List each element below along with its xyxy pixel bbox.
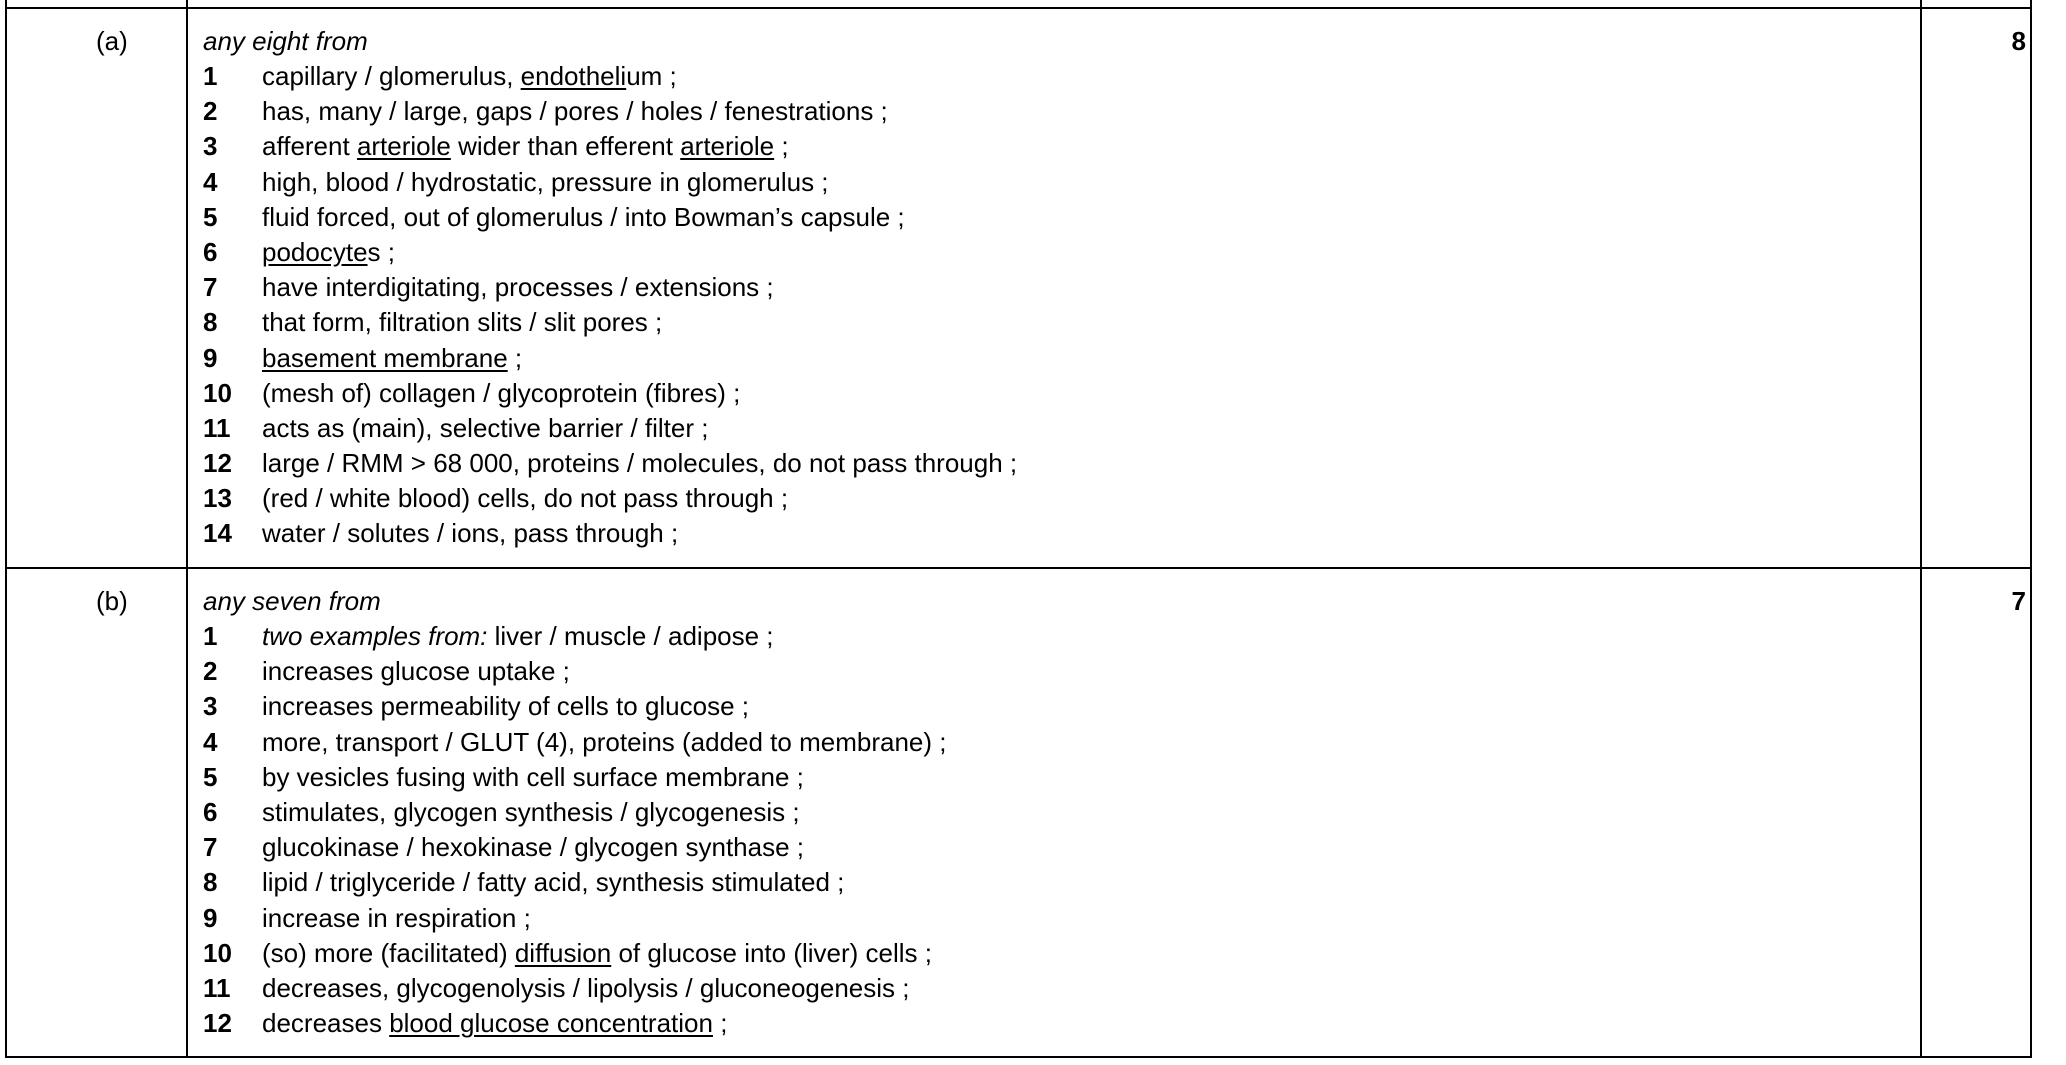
- text-segment: large / RMM > 68 000, proteins / molecules, do not pass through ;: [262, 448, 1018, 479]
- marking-point: [203, 619, 1903, 654]
- point-number: 6: [203, 236, 218, 267]
- marking-point: [203, 516, 1903, 551]
- point-number: 6: [203, 796, 218, 827]
- marking-point: [203, 411, 1903, 446]
- text-segment: um ;: [626, 61, 677, 91]
- text-segment: lipid / triglyceride / fatty acid, synthesis stimulated ;: [262, 867, 845, 898]
- point-text: [262, 760, 804, 795]
- column-divider-marks: [1920, 0, 1922, 1058]
- marks-value: 7: [2011, 586, 2026, 616]
- point-text: [262, 516, 678, 551]
- point-text: [262, 59, 677, 94]
- point-number: 4: [203, 726, 218, 757]
- point-text: [262, 200, 905, 235]
- text-segment: ;: [774, 131, 789, 162]
- point-text: [262, 936, 932, 971]
- part-label: (b): [96, 586, 128, 616]
- marking-point: [203, 654, 1903, 689]
- point-text: [262, 305, 662, 340]
- text-segment: capillary / glomerulus,: [262, 61, 521, 91]
- point-number: 8: [203, 307, 218, 338]
- text-segment: acts as (main), selective barrier / filter ;: [262, 412, 709, 443]
- text-segment: decreases, glycogenolysis / lipolysis / gluconeogenesis ;: [262, 972, 910, 1003]
- underlined-key-term: podocyte: [262, 236, 368, 267]
- marking-point: [203, 725, 1903, 760]
- underlined-key-term: diffusion: [514, 937, 612, 968]
- marking-point: [203, 689, 1903, 724]
- table-border-top: [5, 7, 2032, 9]
- point-number: 3: [203, 691, 218, 722]
- underlined-key-term: basement membrane: [262, 342, 508, 373]
- point-number: 1: [203, 621, 218, 651]
- text-segment: high, blood / hydrostatic, pressure in glomerulus ;: [262, 166, 829, 197]
- point-number: 11: [203, 972, 231, 1003]
- point-number: 9: [203, 342, 218, 373]
- point-number: 2: [203, 656, 218, 687]
- point-number: 7: [203, 272, 218, 303]
- point-number: 10: [203, 937, 232, 968]
- point-text: [262, 376, 740, 411]
- point-number: 5: [203, 761, 218, 792]
- text-segment: increase in respiration ;: [262, 902, 531, 933]
- point-text: [262, 481, 788, 516]
- point-text: [262, 235, 395, 270]
- text-segment: by vesicles fusing with cell surface membrane ;: [262, 761, 804, 792]
- point-text: [262, 689, 749, 724]
- point-text: [262, 341, 522, 376]
- point-text: [262, 795, 800, 830]
- marking-point: [203, 1006, 1903, 1041]
- point-text: [262, 94, 888, 129]
- marking-point: [203, 481, 1903, 516]
- marking-point: [203, 235, 1903, 270]
- marking-point: [203, 936, 1903, 971]
- marking-point: [203, 376, 1903, 411]
- text-segment: s ;: [367, 236, 395, 267]
- marking-point: [203, 305, 1903, 340]
- point-number: 1: [203, 61, 218, 91]
- marks-value: 8: [2011, 26, 2026, 56]
- marking-point: [203, 760, 1903, 795]
- text-segment: decreases: [262, 1008, 390, 1039]
- text-segment: that form, filtration slits / slit pores ;: [262, 307, 663, 338]
- text-segment: liver / muscle / adipose ;: [487, 621, 774, 651]
- part-content: [203, 24, 1903, 552]
- point-text: [262, 619, 774, 654]
- text-segment: have interdigitating, processes / extensions ;: [262, 272, 774, 303]
- point-text: [262, 865, 844, 900]
- marking-point: [203, 795, 1903, 830]
- text-segment: afferent: [262, 131, 357, 162]
- marking-point-list: [203, 59, 1903, 552]
- part-intro: any seven from: [203, 586, 381, 616]
- text-segment: increases glucose uptake ;: [262, 656, 570, 687]
- column-divider-label: [186, 0, 188, 1058]
- point-number: 10: [203, 377, 232, 408]
- point-text: [262, 830, 804, 865]
- point-number: 14: [203, 518, 232, 549]
- underlined-key-term: endotheli: [520, 61, 627, 91]
- table-border-bottom: [5, 1056, 2032, 1058]
- marking-point: [203, 830, 1903, 865]
- point-number: 3: [203, 131, 218, 162]
- underlined-key-term: blood glucose concentration: [389, 1008, 713, 1039]
- text-segment: stimulates, glycogen synthesis / glycogenesis ;: [262, 796, 800, 827]
- point-text: [262, 446, 1017, 481]
- text-segment: (red / white blood) cells, do not pass through ;: [262, 483, 789, 514]
- point-number: 12: [203, 1008, 232, 1039]
- table-border-left: [5, 0, 7, 1058]
- marking-point: [203, 129, 1903, 164]
- marking-point: [203, 971, 1903, 1006]
- point-number: 12: [203, 448, 232, 479]
- marking-point: [203, 446, 1903, 481]
- text-segment: more, transport / GLUT (4), proteins (added to membrane) ;: [262, 726, 947, 757]
- marking-point: [203, 94, 1903, 129]
- marking-point: [203, 341, 1903, 376]
- part-label: (a): [96, 26, 128, 56]
- point-text: [262, 725, 946, 760]
- point-number: 4: [203, 166, 218, 197]
- underlined-key-term: arteriole: [680, 131, 775, 162]
- point-number: 2: [203, 96, 218, 127]
- italic-text: two examples from:: [262, 621, 488, 651]
- point-text: [262, 971, 909, 1006]
- point-text: [262, 901, 531, 936]
- part-intro: any eight from: [203, 26, 368, 56]
- marking-point: [203, 165, 1903, 200]
- point-text: [262, 654, 570, 689]
- point-number: 9: [203, 902, 218, 933]
- point-text: [262, 411, 708, 446]
- text-segment: ;: [712, 1008, 728, 1039]
- marking-point: [203, 901, 1903, 936]
- point-number: 8: [203, 867, 218, 898]
- marking-point-list: [203, 619, 1903, 1041]
- point-number: 13: [203, 483, 232, 514]
- point-text: [262, 270, 774, 305]
- text-segment: (mesh of) collagen / glycoprotein (fibres) ;: [262, 377, 741, 408]
- text-segment: glucokinase / hexokinase / glycogen synthase ;: [262, 832, 805, 863]
- point-number: 11: [203, 412, 231, 443]
- marking-point: [203, 865, 1903, 900]
- marking-point: [203, 59, 1903, 94]
- point-text: [262, 1006, 727, 1041]
- row-divider: [5, 567, 2032, 569]
- point-number: 7: [203, 832, 218, 863]
- text-segment: has, many / large, gaps / pores / holes / fenestrations ;: [262, 96, 888, 127]
- text-segment: ;: [507, 342, 523, 373]
- text-segment: fluid forced, out of glomerulus / into Bowman’s capsule ;: [262, 201, 905, 232]
- text-segment: increases permeability of cells to glucose ;: [262, 691, 750, 722]
- point-text: [262, 129, 789, 164]
- point-number: 5: [203, 201, 218, 232]
- marking-point: [203, 200, 1903, 235]
- text-segment: of glucose into (liver) cells ;: [611, 937, 933, 968]
- text-segment: (so) more (facilitated): [262, 937, 515, 968]
- marking-point: [203, 270, 1903, 305]
- text-segment: water / solutes / ions, pass through ;: [262, 518, 679, 549]
- point-text: [262, 165, 829, 200]
- text-segment: wider than efferent: [450, 131, 681, 162]
- part-content: [203, 584, 1903, 1041]
- table-border-right: [2030, 0, 2032, 1058]
- underlined-key-term: arteriole: [356, 131, 451, 162]
